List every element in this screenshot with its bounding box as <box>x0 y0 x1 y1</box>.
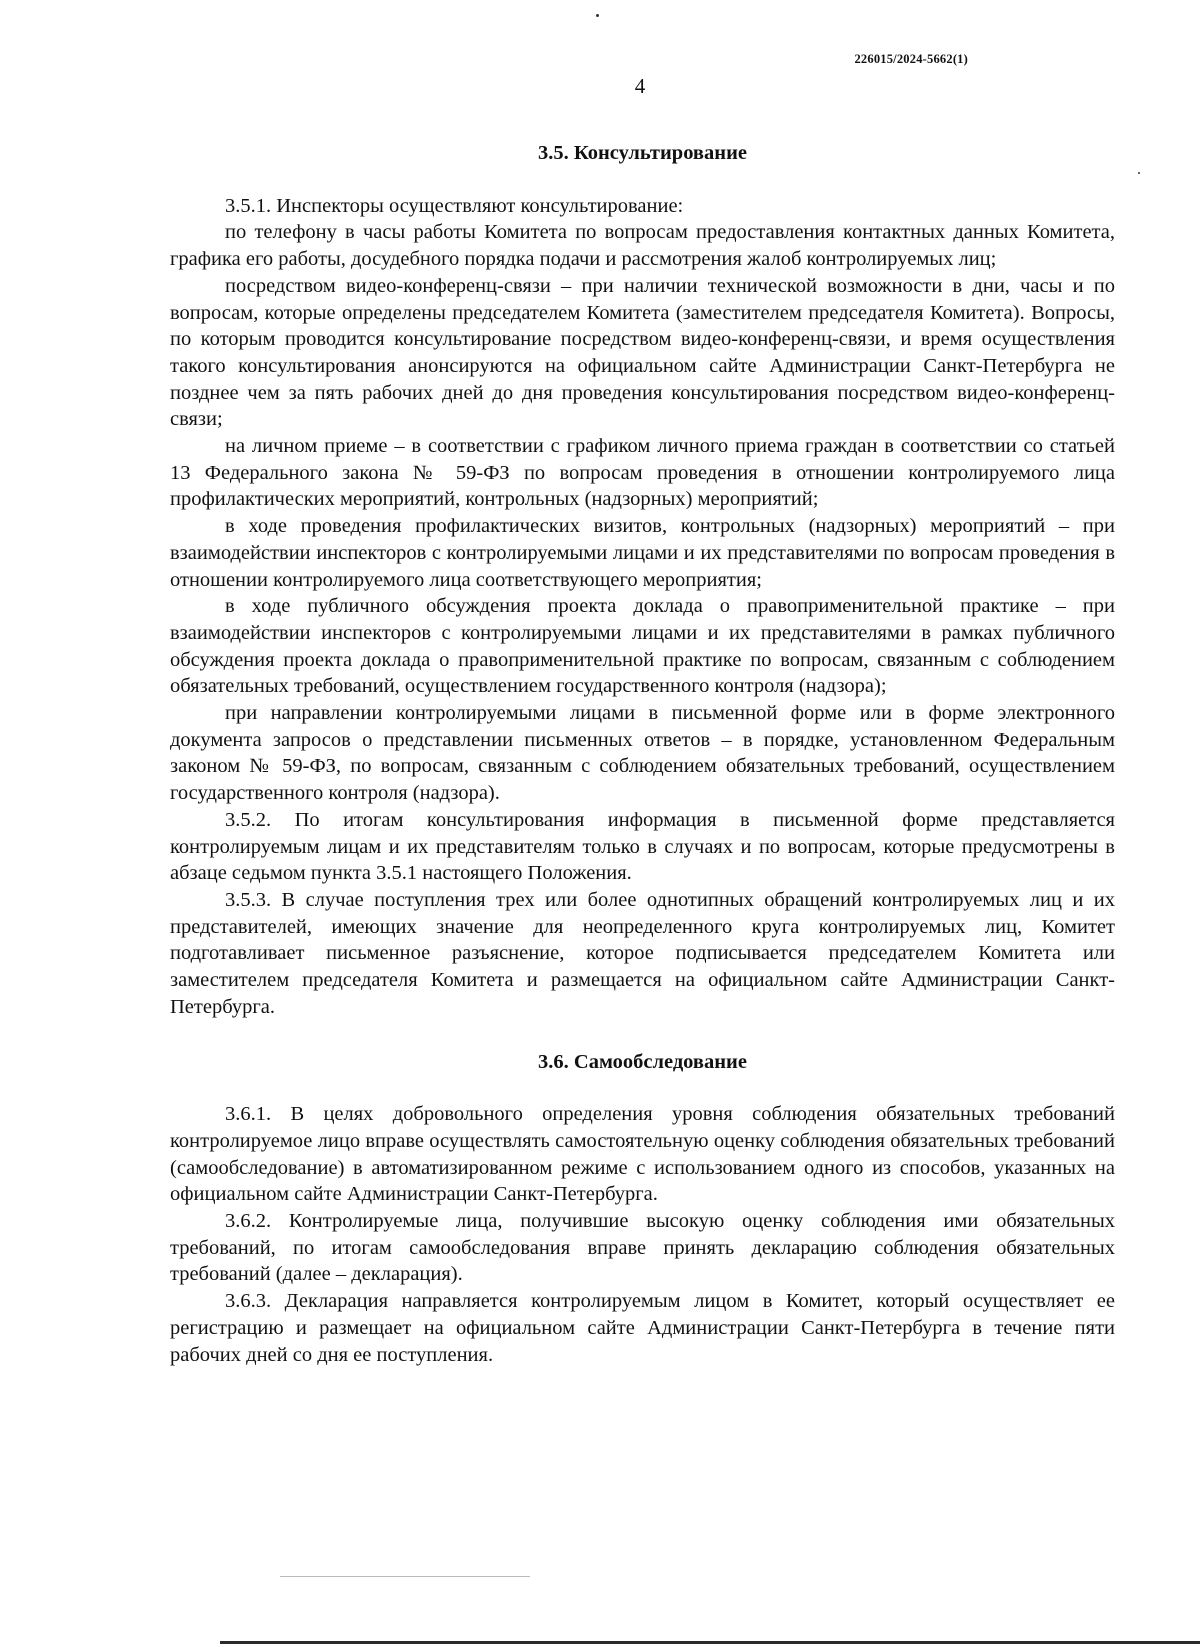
section-self-assessment <box>170 1101 1115 1368</box>
paragraph-video-conference: посредством видео-конференц-связи – при наличии технической возможности в дни, часы и по вопросам, которые определены председателем Комитета (заместителем председателя Комитета). Вопросы, по которым проводится консультирование посредством видео-конференц-связи, и время осуществления такого консультирования анонсируются на официальном сайте Администрации Санкт-Петербурга не позднее чем за пять рабочих дней до дня проведения консультирования посредством видео-конференц-связи; <box>170 274 1115 431</box>
paragraph-public-discussion: в ходе публичного обсуждения проекта доклада о правоприменительной практике – при взаимодействии инспекторов с контролируемыми лицами и их представителями в рамках публичного обсуждения проекта доклада о правоприменительной практике по вопросам, связанным с соблюдением обязательных требований, осуществлением государственного контроля (надзора); <box>170 595 1115 698</box>
page-number: 4 <box>634 74 646 98</box>
section-title-consulting: 3.5. Консультирование <box>538 142 747 164</box>
paragraph-phone: по телефону в часы работы Комитета по вопросам предоставления контактных данных Комитета, графика его работы, досудебного порядка подачи и рассмотрения жалоб контролируемых лиц; <box>170 221 1115 271</box>
paragraph-written-requests: при направлении контролируемыми лицами в письменной форме или в форме электронного документа запросов о представлении письменных ответов – в порядке, установленном Федеральным законом № 59-ФЗ, по вопросам, связанным с соблюдением обязательных требований, осуществлением государственного контроля (надзора). <box>170 702 1115 805</box>
document-body <box>170 140 1115 1368</box>
paragraph-3-5-3: 3.5.3. В случае поступления трех или более однотипных обращений контролируемых лиц и их представителей, имеющих значение для неопределенного круга контролируемых лиц, Комитет подготавливает письменное разъяснение, которое подписывается председателем Комитета или заместителем председателя Комитета и размещается на официальном сайте Администрации Санкт-Петербурга. <box>170 888 1115 1018</box>
paragraph-personal-reception: на личном приеме – в соответствии с графиком личного приема граждан в соответствии со статьей 13 Федерального закона № 59-ФЗ по вопросам проведения в отношении контролируемого лица профилактических мероприятий, контрольных (надзорных) мероприятий; <box>170 435 1115 511</box>
paragraph-3-6-3: 3.6.3. Декларация направляется контролируемым лицом в Комитет, который осуществляет ее регистрацию и размещает на официальном сайте Администрации Санкт-Петербурга в течение пяти рабочих дней со дня ее поступления. <box>170 1290 1115 1366</box>
paragraph-preventive-visits: в ходе проведения профилактических визитов, контрольных (надзорных) мероприятий – при взаимодействии инспекторов с контролируемыми лицами и их представителями по вопросам проведения в отношении контролируемого лица соответствующего мероприятия; <box>170 515 1115 591</box>
paragraph-3-5-2: 3.5.2. По итогам консультирования информация в письменной форме представляется контролируемым лицам и их представителям только в случаях и по вопросам, которые предусмотрены в абзаце седьмом пункта 3.5.1 настоящего Положения. <box>170 808 1115 885</box>
scan-bottom-edge <box>220 1641 1200 1644</box>
paragraph-3-6-2: 3.6.2. Контролируемые лица, получившие высокую оценку соблюдения ими обязательных требований, по итогам самообследования вправе принять декларацию соблюдения обязательных требований (далее – декларация). <box>170 1210 1115 1286</box>
section-consulting <box>170 193 1115 1021</box>
paragraph-3-5-1: 3.5.1. Инспекторы осуществляют консультирование: <box>225 194 684 217</box>
scan-speck <box>1138 172 1140 174</box>
scan-speck <box>596 14 599 17</box>
paragraph-3-6-1: 3.6.1. В целях добровольного определения уровня соблюдения обязательных требований контролируемое лицо вправе осуществлять самостоятельную оценку соблюдения обязательных требований (самообследование) в автоматизированном режиме с использованием одного из способов, указанных на официальном сайте Администрации Санкт-Петербурга. <box>170 1103 1115 1206</box>
section-title-self-assessment: 3.6. Самообследование <box>538 1050 747 1073</box>
scan-artifact-line <box>280 1576 530 1577</box>
document-registration-number: 226015/2024-5662(1) <box>854 52 968 66</box>
